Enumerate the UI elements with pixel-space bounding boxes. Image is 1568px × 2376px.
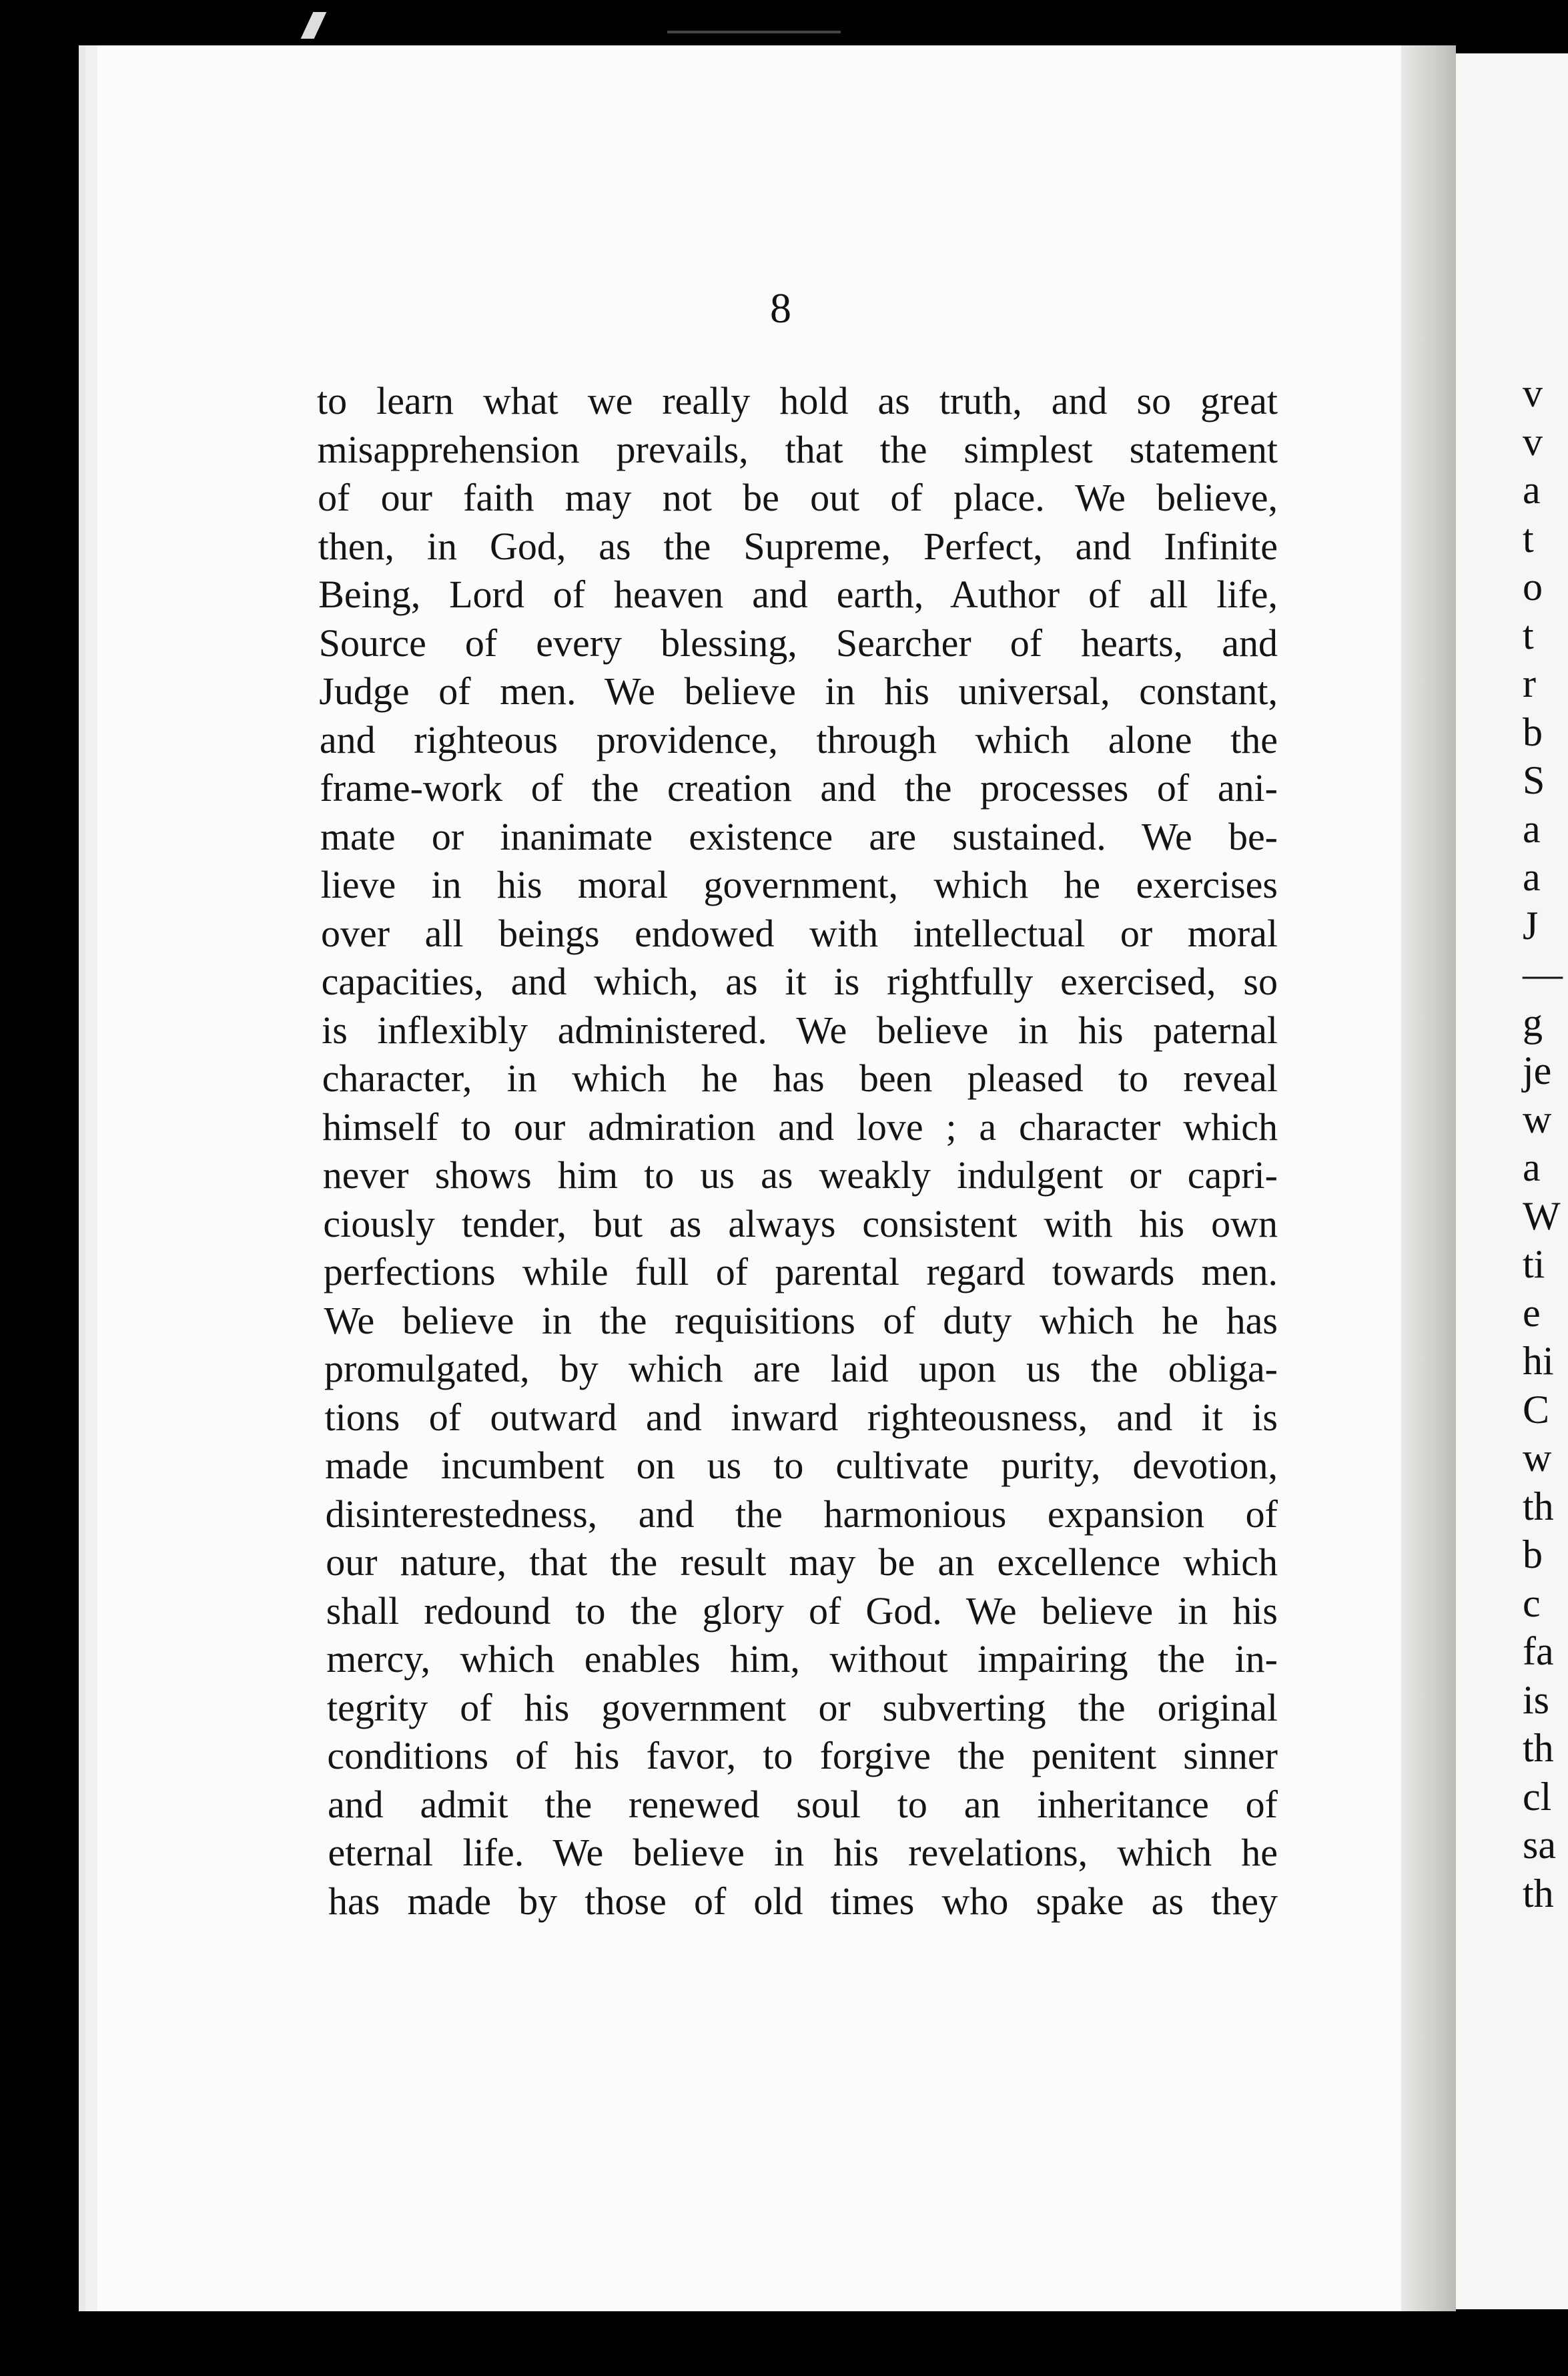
facing-page-fragment: b: [1523, 1532, 1543, 1576]
text-line: perfections while full of parental regard towards men.: [323, 1250, 1278, 1293]
facing-page-fragment: a: [1523, 468, 1541, 512]
text-line: our nature, that the result may be an excellence which: [326, 1540, 1278, 1584]
text-line: Being, Lord of heaven and earth, Author of all life,: [318, 573, 1278, 616]
text-line: frame-work of the creation and the processes of ani-: [320, 766, 1278, 810]
facing-page-fragment: t: [1523, 516, 1534, 561]
text-line: promulgated, by which are laid upon us the obliga-: [324, 1347, 1278, 1390]
text-line: of our faith may not be out of place. We believe,: [318, 476, 1278, 519]
text-line: ciously tender, but as always consistent with his own: [323, 1201, 1278, 1245]
facing-page-fragment: b: [1523, 709, 1543, 754]
text-line: and righteous providence, through which alone the: [319, 717, 1278, 762]
text-line: and admit the renewed soul to an inheritance of: [327, 1782, 1278, 1826]
facing-page-fragment: cl: [1523, 1774, 1552, 1819]
facing-page-fragment: a: [1523, 855, 1541, 899]
facing-page-fragment: g: [1523, 1000, 1543, 1045]
facing-page-fragment: je: [1523, 1049, 1552, 1093]
facing-page-fragment: c: [1523, 1580, 1541, 1625]
facing-page-fragment: sa: [1523, 1823, 1556, 1867]
text-line: mate or inanimate existence are sustained. We be-: [320, 814, 1278, 858]
body-text: [317, 377, 1278, 1925]
facing-page-fragment: th: [1523, 1484, 1554, 1528]
facing-page-fragment: w: [1523, 1436, 1552, 1480]
text-line: capacities, and which, as it is rightfully exercised, so: [321, 960, 1278, 1003]
facing-page-fragment: J: [1523, 903, 1539, 948]
scan-edge-mark: [667, 31, 841, 33]
text-line: is inflexibly administered. We believe in his paternal: [322, 1008, 1278, 1052]
text-line: Judge of men. We believe in his universal, constant,: [319, 669, 1278, 713]
text-line: disinterestedness, and the harmonious expansion of: [325, 1492, 1278, 1536]
text-line: over all beings endowed with intellectual or moral: [321, 911, 1278, 955]
text-line: tions of outward and inward righteousness, and it is: [324, 1395, 1278, 1439]
spine-shadow: [1401, 45, 1456, 2311]
text-line: then, in God, as the Supreme, Perfect, and Infinite: [318, 524, 1278, 568]
text-line: eternal life. We believe in his revelations, which he: [328, 1831, 1278, 1874]
facing-page-fragment: S: [1523, 758, 1545, 802]
text-line: conditions of his favor, to forgive the penitent sinner: [327, 1734, 1278, 1777]
facing-page-edge: [1456, 53, 1568, 2309]
facing-page-fragment: w: [1523, 1097, 1552, 1141]
facing-page-fragment: a: [1523, 1145, 1541, 1189]
scan-corner-mark: [301, 12, 327, 39]
facing-page-fragment: th: [1523, 1726, 1554, 1770]
facing-page-fragment: r: [1523, 661, 1536, 705]
text-line: Source of every blessing, Searcher of hearts, and: [318, 621, 1278, 665]
facing-page-fragment: v: [1523, 371, 1543, 415]
text-line: mercy, which enables him, without impairing the in-: [326, 1637, 1278, 1681]
facing-page-fragment: e: [1523, 1290, 1541, 1335]
text-line: We believe in the requisitions of duty which he has: [324, 1298, 1278, 1342]
text-line: to learn what we really hold as truth, and so great: [317, 379, 1278, 422]
facing-page-fragment: o: [1523, 565, 1543, 609]
text-line: character, in which he has been pleased to reveal: [322, 1057, 1278, 1100]
facing-page-fragment: a: [1523, 806, 1541, 851]
text-line: misapprehension prevails, that the simplest statement: [317, 427, 1278, 471]
text-line: made incumbent on us to cultivate purity, devotion,: [325, 1444, 1278, 1487]
text-line: never shows him to us as weakly indulgent or capri-: [322, 1153, 1278, 1197]
facing-page-fragment: t: [1523, 613, 1534, 657]
text-line: shall redound to the glory of God. We believe in his: [326, 1588, 1278, 1632]
facing-page-fragment: ti: [1523, 1242, 1545, 1286]
facing-page-fragment: hi: [1523, 1339, 1554, 1383]
text-line: lieve in his moral government, which he exercises: [320, 863, 1278, 906]
facing-page-fragment: W: [1523, 1193, 1561, 1238]
text-line: has made by those of old times who spake as they: [328, 1879, 1278, 1923]
text-line: tegrity of his government or subverting the original: [326, 1685, 1278, 1729]
facing-page-fragment: th: [1523, 1871, 1554, 1915]
facing-page-fragment: fa: [1523, 1629, 1554, 1673]
facing-page-fragment: —: [1523, 952, 1563, 996]
text-line: himself to our admiration and love ; a character which: [322, 1105, 1278, 1149]
facing-page-fragment: is: [1523, 1677, 1550, 1722]
page-number: 8: [770, 284, 791, 332]
facing-page-fragment: C: [1523, 1387, 1550, 1432]
facing-page-fragment: v: [1523, 419, 1543, 464]
